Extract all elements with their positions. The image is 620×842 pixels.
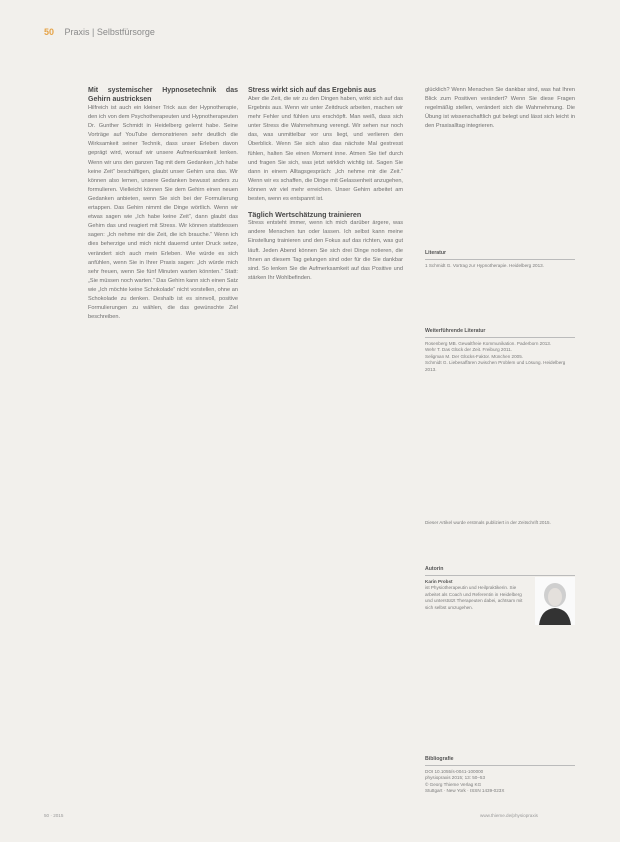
author-name: Karin Probst	[425, 578, 453, 584]
page-header	[44, 27, 155, 37]
heading-hypnose: Mit systemischer Hypnosetechnik das Gehirn austricksen	[88, 87, 238, 103]
heading-stress: Stress wirkt sich auf das Ergebnis aus	[248, 87, 376, 94]
literature-title: Literatur	[425, 250, 575, 260]
bibliography-line: Stuttgart · New York · ISSN 1439-023X	[425, 788, 505, 794]
page-number: 50	[44, 27, 55, 37]
body-text: glücklich? Wenn Menschen Sie dankbar sind, was hat Ihren Blick zum Positiven verändert? Wenn Sie diese Fragen regelmäßig stellen, verändert sich die Wahrnehmung. Die Übung ist wissenschaftlich gut belegt und lässt sich leicht in den Praxisalltag integrieren.	[425, 87, 575, 130]
literature-item: 1 Schmidt G. Vortrag zur Hypnotherapie. Heidelberg 2013.	[425, 262, 544, 268]
section-label: Praxis | Selbstfürsorge	[64, 27, 155, 37]
author-title: Autorin	[425, 566, 575, 576]
bibliography-line: DOI 10.1055/s-0041-100000	[425, 768, 484, 774]
column-1	[88, 86, 238, 322]
footer-url[interactable]: www.thieme.de/physiopraxis	[480, 813, 538, 818]
body-text: Hilfreich ist auch ein kleiner Trick aus der Hypnotherapie, den ich von dem Psychotherapeuten und Hypnotherapeuten Dr. Gunther Schmidt in Heidelberg gelernt habe. Seine Vorträge auf YouTube demonstrieren sehr deutlich die Wirksamkeit seiner Technik, dass unser Erleben davon geprägt wird, worauf wir unsere Aufmerksamkeit lenken. Wenn wir uns den ganzen Tag mit dem Gedanken „Ich habe keine Zeit“ beschäftigen, glaubt unser Gehirn uns das. Wir können also lernen, unsere Gedanken bewusst anders zu formulieren. Vielleicht können Sie dem Gehirn einen neuen Gedanken anbieten, wenn Sie sich bei der Formulierung ertappen. Das Gehirn nimmt die Dinge wörtlich. Wenn wir etwas sagen wie „Ich habe keine Zeit“, dann glaubt das Gehirn das und reagiert mit Stress. Wir können stattdessen sagen: „Ich nehme mir die Zeit, die ich brauche.“ Wenn ich dies beherzige und mich nicht dauernd unter Druck setze, verändert sich auch mein Erleben. Wie würde es sich anfühlen, wenn Sie in Ihrer Praxis sagen: „Ich würde mich sehr freuen, wenn Sie fünf Minuten warten könnten.“ Statt: „Sie müssen noch warten.“ Das Gehirn kann sich einen Satz wie „Ich möchte keine Schokolade“ nicht vorstellen, ohne an Schokolade zu denken. Deshalb ist es sinnvoll, positive Formulierungen zu wählen, die das gewünschte Ziel beschreiben.	[88, 105, 238, 321]
author-box	[425, 566, 530, 612]
column-3	[425, 86, 575, 131]
bibliography-box	[425, 756, 575, 795]
author-photo	[535, 577, 575, 625]
reading-title: Weiterführende Literatur	[425, 328, 575, 338]
bibliography-title: Bibliografie	[425, 756, 575, 766]
reading-item: Seligman M. Der Glücks-Faktor. München 2005.	[425, 353, 524, 359]
bibliography-line: © Georg Thieme Verlag KG	[425, 781, 482, 787]
reading-item: Rosenberg MB. Gewaltfreie Kommunikation. Paderborn 2013.	[425, 340, 552, 346]
author-bio: ist Physiotherapeutin und Heilpraktikerin. Sie arbeitet als Coach und Referentin in Heidelberg und unterstützt Therapeuten dabei, achtsam mit sich selbst umzugehen.	[425, 585, 523, 610]
publication-note: Dieser Artikel wurde erstmals publiziert in der Zeitschrift 2015.	[425, 520, 551, 525]
literature-box	[425, 250, 575, 269]
reading-box	[425, 328, 575, 374]
footer-page: 50 · 2015	[44, 813, 64, 818]
reading-item: Schmidt G. Liebesaffären zwischen Problem und Lösung. Heidelberg 2013.	[425, 360, 566, 372]
column-2	[248, 86, 403, 283]
bibliography-line: physiopraxis 2015; 13: 50–53	[425, 775, 486, 781]
heading-wertschaetzung: Täglich Wertschätzung trainieren	[248, 210, 362, 220]
body-text: Stress entsteht immer, wenn ich mich darüber ärgere, was andere Menschen tun oder lassen. Ich selbst kann meine Einstellung trainieren und den Fokus auf das richten, was gut läuft. Jeden Abend können Sie sich drei Dinge notieren, die Ihnen an diesem Tag gelungen sind oder für die Sie dankbar sind. So lenken Sie die Aufmerksamkeit auf das Positive und stärken Ihr Wohlbefinden.	[248, 220, 403, 281]
body-text: Aber die Zeit, die wir zu den Dingen haben, wirkt sich auf das Ergebnis aus. Wenn wir unter Zeitdruck arbeiten, machen wir mehr Fehler und fühlen uns erschöpft. Man weiß, dass sich unter Stress die Wahrnehmung verengt. Wir sehen nur noch das, was unmittelbar vor uns liegt, und verlieren den Überblick. Wenn Sie sich also das nächste Mal gestresst fühlen, halten Sie einen Moment inne. Atmen Sie tief durch und fragen Sie sich, was jetzt wirklich wichtig ist. Sagen Sie dann in einem Alltagsgespräch: „Ich nehme mir die Zeit.“ Wenn wir es schaffen, die Dinge mit Gelassenheit anzugehen, können wir viel mehr erreichen. Unser Gehirn arbeitet am besten, wenn es entspannt ist.	[248, 96, 403, 203]
reading-item: Wehr T. Das Glück der Zeit. Freiburg 2011.	[425, 347, 513, 353]
